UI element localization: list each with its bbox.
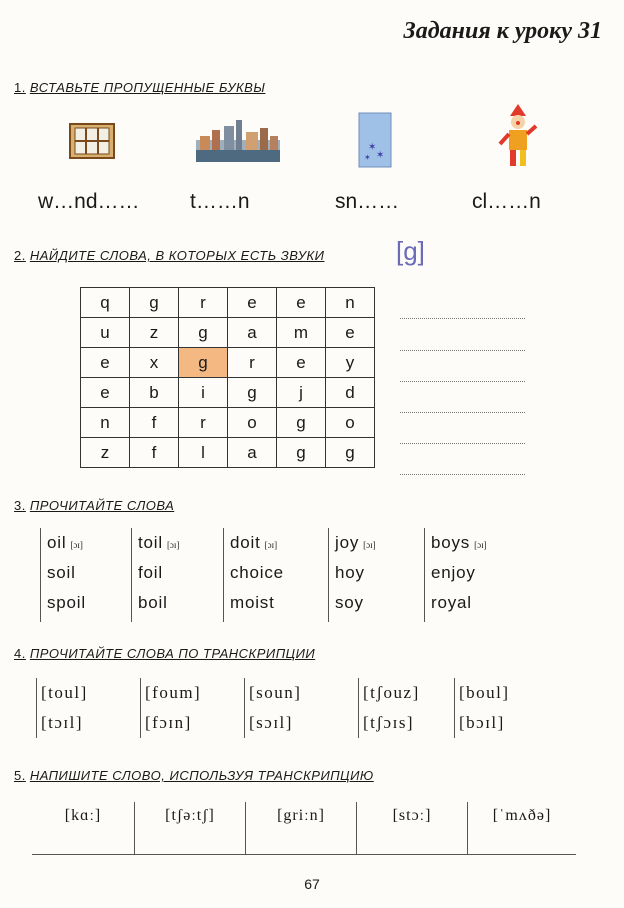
task3-heading: 3. ПРОЧИТАЙТЕ СЛОВА bbox=[14, 498, 175, 513]
task2-heading: 2. НАЙДИТЕ СЛОВА, В КОТОРЫХ ЕСТЬ ЗВУКИ bbox=[14, 248, 325, 263]
grid-cell: i bbox=[179, 378, 228, 408]
grid-cell: e bbox=[228, 288, 277, 318]
answer-line[interactable] bbox=[400, 381, 525, 382]
grid-cell: z bbox=[81, 438, 130, 468]
snow-icon bbox=[358, 112, 392, 168]
svg-text:✶: ✶ bbox=[368, 142, 377, 153]
word-clown: cl……n bbox=[472, 190, 541, 213]
grid-cell: l bbox=[179, 438, 228, 468]
word-column: joy [ɔɪ] hoy soy bbox=[328, 528, 376, 622]
grid-cell: y bbox=[326, 348, 375, 378]
grid-cell: f bbox=[130, 438, 179, 468]
grid-cell: a bbox=[228, 438, 277, 468]
town-icon bbox=[196, 118, 280, 164]
task4-heading: 4. ПРОЧИТАЙТЕ СЛОВА ПО ТРАНСКРИПЦИИ bbox=[14, 646, 316, 661]
grid-cell: d bbox=[326, 378, 375, 408]
word-window: w…nd…… bbox=[38, 190, 140, 213]
grid-cell: n bbox=[81, 408, 130, 438]
grid-cell: n bbox=[326, 288, 375, 318]
grid-cell: r bbox=[179, 408, 228, 438]
grid-cell: r bbox=[179, 288, 228, 318]
grid-cell: e bbox=[277, 288, 326, 318]
write-baseline bbox=[32, 854, 576, 855]
grid-cell: m bbox=[277, 318, 326, 348]
transcription-column: [foum] [fɔɪn] bbox=[140, 678, 201, 738]
grid-cell: a bbox=[228, 318, 277, 348]
grid-cell: f bbox=[130, 408, 179, 438]
task1-heading: 1. ВСТАВЬТЕ ПРОПУЩЕННЫЕ БУКВЫ bbox=[14, 80, 266, 95]
grid-cell: q bbox=[81, 288, 130, 318]
write-cell[interactable]: [griːn] bbox=[277, 807, 325, 824]
word-column: toil [ɔɪ] foil boil bbox=[131, 528, 179, 622]
answer-line[interactable] bbox=[400, 443, 525, 444]
grid-cell: e bbox=[81, 378, 130, 408]
answer-line[interactable] bbox=[400, 318, 525, 319]
answer-line[interactable] bbox=[400, 350, 525, 351]
grid-cell: e bbox=[277, 348, 326, 378]
transcription-column: [tʃouz] [tʃɔɪs] bbox=[358, 678, 420, 738]
grid-cell: e bbox=[326, 318, 375, 348]
grid-cell: j bbox=[277, 378, 326, 408]
answer-line[interactable] bbox=[400, 412, 525, 413]
grid-cell: z bbox=[130, 318, 179, 348]
word-snow: sn…… bbox=[335, 190, 400, 213]
grid-cell: e bbox=[81, 348, 130, 378]
write-cell[interactable]: [ˈmʌðə] bbox=[492, 807, 552, 824]
transcription-column: [soun] [sɔɪl] bbox=[244, 678, 301, 738]
grid-cell: g bbox=[228, 378, 277, 408]
clown-icon bbox=[496, 102, 540, 170]
grid-cell: g bbox=[179, 318, 228, 348]
write-cell[interactable]: [stɔː] bbox=[392, 807, 432, 824]
highlighted-cell: g bbox=[179, 348, 228, 378]
grid-cell: o bbox=[326, 408, 375, 438]
grid-cell: g bbox=[130, 288, 179, 318]
word-column: oil [ɔɪ] soil spoil bbox=[40, 528, 86, 622]
transcription-column: [boul] [bɔɪl] bbox=[454, 678, 510, 738]
grid-cell: o bbox=[228, 408, 277, 438]
svg-text:✶: ✶ bbox=[364, 153, 371, 162]
grid-cell: u bbox=[81, 318, 130, 348]
window-icon bbox=[68, 122, 118, 162]
grid-cell: r bbox=[228, 348, 277, 378]
svg-text:✶: ✶ bbox=[376, 150, 385, 161]
grid-cell: b bbox=[130, 378, 179, 408]
grid-cell: g bbox=[277, 438, 326, 468]
answer-line[interactable] bbox=[400, 474, 525, 475]
grid-cell: g bbox=[326, 438, 375, 468]
task5-heading: 5. НАПИШИТЕ СЛОВО, ИСПОЛЬЗУЯ ТРАНСКРИПЦИЮ bbox=[14, 768, 374, 783]
transcription-column: [toul] [tɔɪl] bbox=[36, 678, 88, 738]
word-town: t……n bbox=[190, 190, 250, 213]
sound-label: [g] bbox=[396, 236, 425, 266]
write-cell[interactable]: [tʃəːtʃ] bbox=[165, 807, 215, 824]
page-title: Задания к уроку 31 bbox=[403, 18, 602, 44]
letter-grid bbox=[80, 287, 375, 468]
word-column: doit [ɔɪ] choice moist bbox=[223, 528, 284, 622]
word-column: boys [ɔɪ] enjoy royal bbox=[424, 528, 487, 622]
grid-cell: x bbox=[130, 348, 179, 378]
grid-cell: g bbox=[277, 408, 326, 438]
write-cell[interactable]: [kɑː] bbox=[64, 807, 102, 824]
page-number: 67 bbox=[304, 876, 320, 892]
